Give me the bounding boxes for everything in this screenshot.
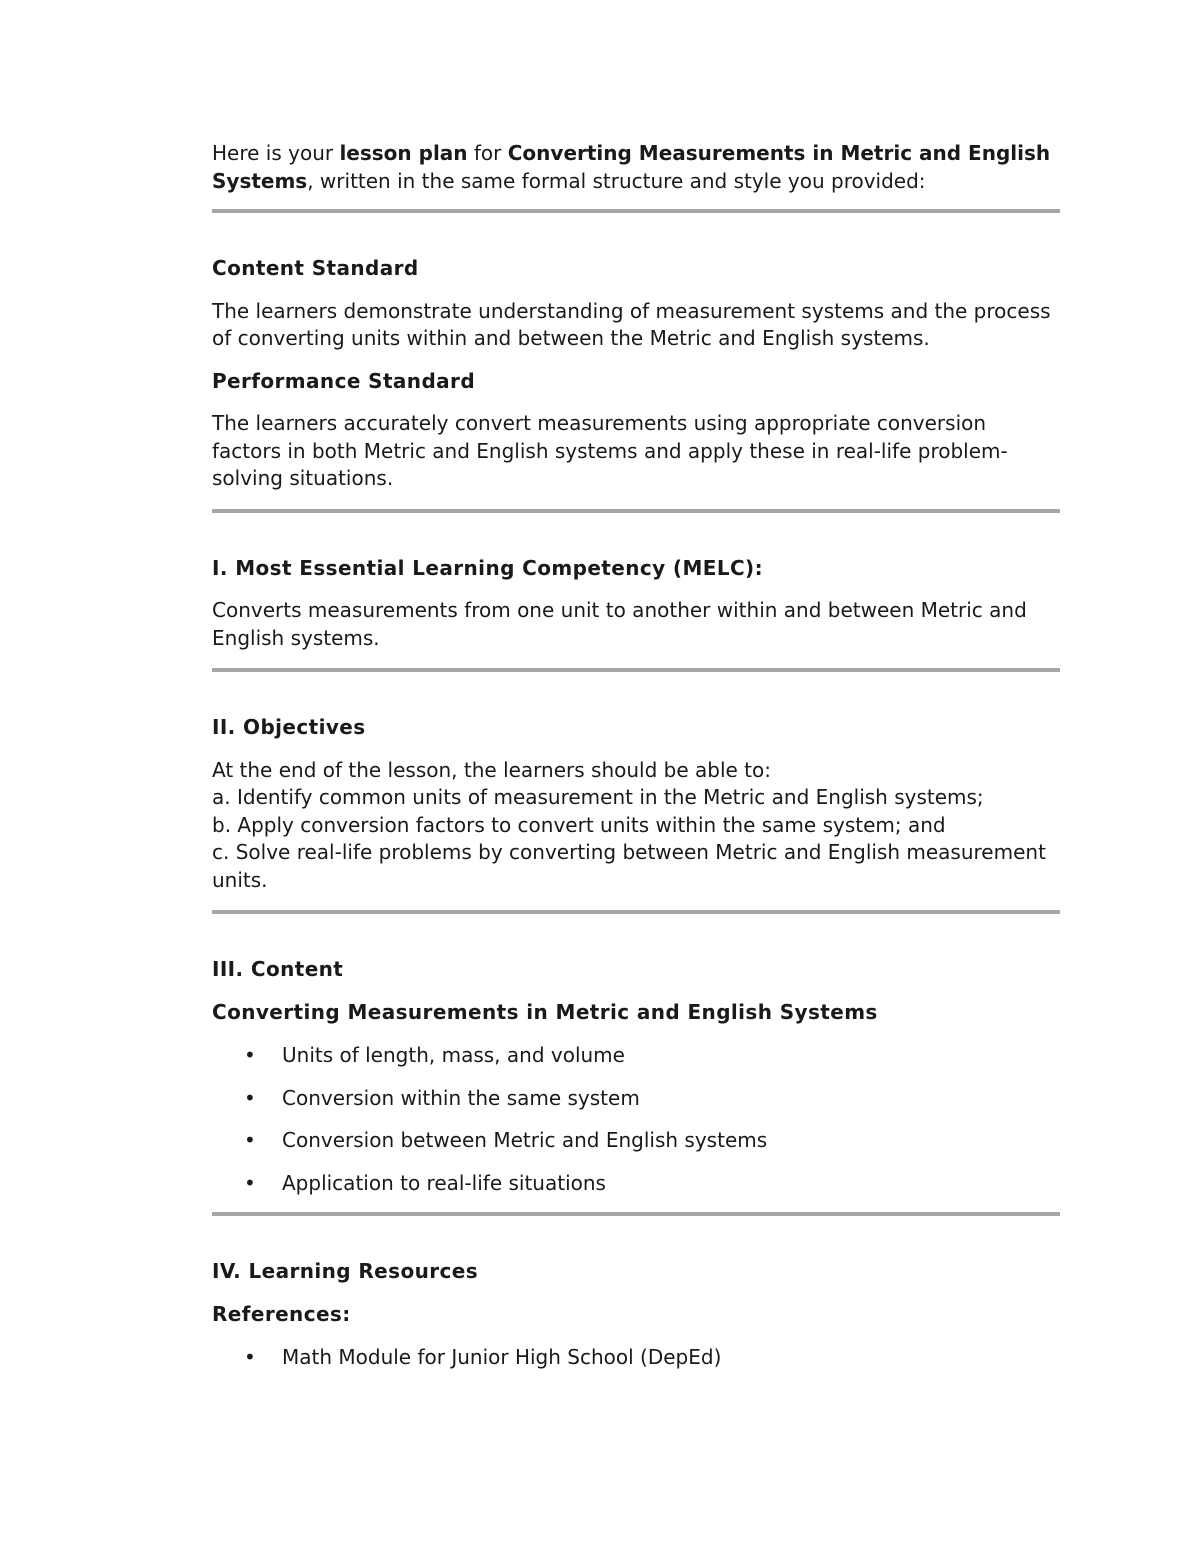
intro-text-1: Here is your	[212, 141, 340, 165]
list-item: • Math Module for Junior High School (DepEd)	[212, 1344, 1060, 1372]
intro-paragraph	[212, 140, 1060, 195]
content-standard-heading: Content Standard	[212, 256, 419, 280]
intro-text-2: for	[467, 141, 508, 165]
objective-item: a. Identify common units of measurement in the Metric and English systems;	[212, 785, 984, 809]
intro-bold-lesson-plan: lesson plan	[339, 141, 468, 165]
divider	[212, 1212, 1060, 1216]
references-list	[212, 1344, 1060, 1372]
divider	[212, 910, 1060, 914]
intro-bold-topic: Converting Measurements in Metric and English Systems	[212, 141, 1051, 193]
objective-item: b. Apply conversion factors to convert units within the same system; and	[212, 812, 946, 837]
melc-body: Converts measurements from one unit to another within and between Metric and English systems.	[212, 598, 1027, 650]
list-item: • Conversion between Metric and English systems	[212, 1127, 1060, 1155]
performance-standard-heading: Performance Standard	[212, 368, 476, 393]
document-body	[212, 140, 1060, 1387]
references-subheading: References:	[212, 1301, 351, 1326]
content-standard-body: The learners demonstrate understanding of measurement systems and the process of converting units within and between the Metric and English systems.	[212, 298, 1051, 350]
performance-standard-body: The learners accurately convert measurements using appropriate conversion factors in both Metric and English systems and apply these in real-life problem-solving situations.	[212, 411, 1008, 490]
objectives-heading: II. Objectives	[212, 715, 366, 739]
intro-text-3: , written in the same formal structure and style you provided:	[307, 168, 926, 193]
content-heading: III. Content	[212, 957, 344, 981]
content-list	[212, 1042, 1060, 1197]
divider	[212, 509, 1060, 513]
list-item: • Conversion within the same system	[212, 1085, 1060, 1113]
objectives-body	[212, 757, 1060, 895]
objectives-lead: At the end of the lesson, the learners should be able to:	[212, 757, 771, 782]
content-subheading: Converting Measurements in Metric and English Systems	[212, 999, 878, 1024]
objective-item: c. Solve real-life problems by converting between Metric and English measurement units.	[212, 840, 1046, 892]
divider	[212, 668, 1060, 672]
resources-heading: IV. Learning Resources	[212, 1259, 479, 1283]
list-item: • Application to real-life situations	[212, 1170, 1060, 1198]
divider	[212, 209, 1060, 213]
melc-heading: I. Most Essential Learning Competency (MELC):	[212, 555, 763, 580]
list-item: • Units of length, mass, and volume	[212, 1042, 1060, 1070]
